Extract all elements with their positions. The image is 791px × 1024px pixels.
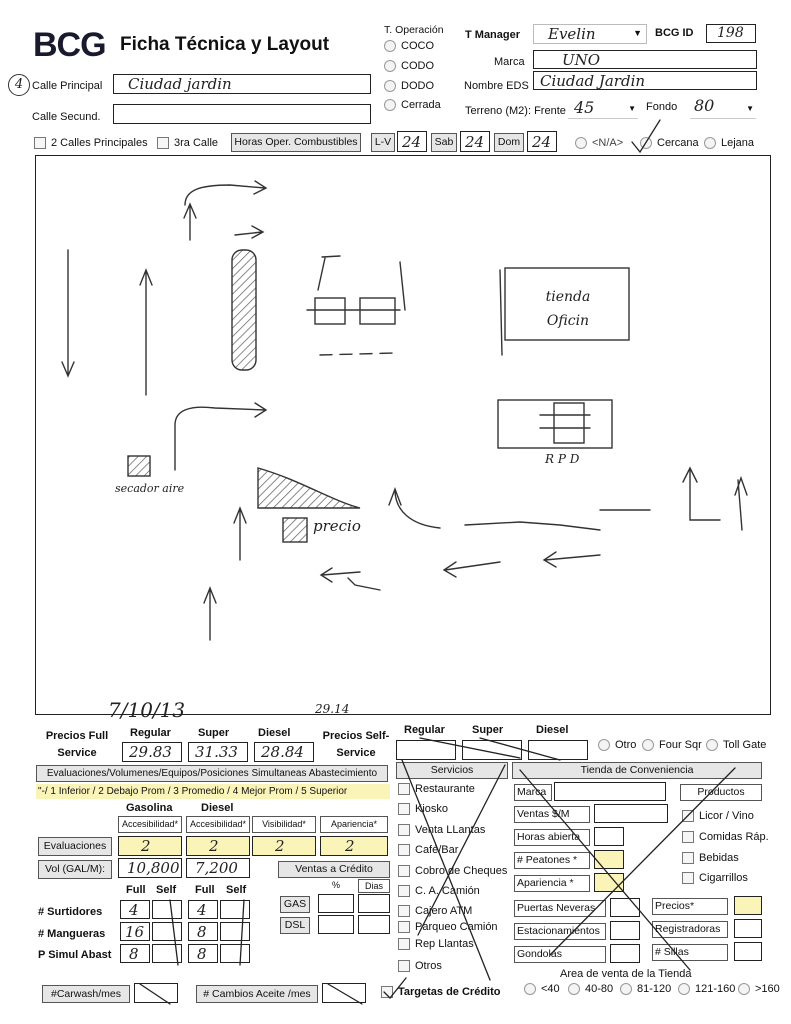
four-sqr-radio[interactable]: Four Sqr [642, 739, 702, 751]
manager-label: T Manager [465, 29, 521, 41]
surtidores-self-gas[interactable] [152, 900, 182, 919]
tarjetas-checkbox[interactable]: Targetas de Crédito [381, 986, 501, 998]
precio-label: precio [313, 517, 361, 535]
sab-label: Sab [431, 133, 457, 152]
na-radio[interactable]: <N/A> [575, 137, 623, 149]
gas-pct-field[interactable] [318, 894, 354, 913]
chevron-down-icon: ▼ [628, 104, 636, 113]
servicio-cafe-bar[interactable]: Café/Bar [398, 844, 458, 856]
apariencia-label: Apariencia * [514, 875, 590, 892]
full-price-super[interactable]: 31.33 [188, 742, 248, 762]
col-accesibilidad-2: Accesibilidad* [186, 816, 250, 833]
date-annotation: 7/10/13 [108, 698, 186, 722]
servicio-ca-camion[interactable]: C. A. Camión [398, 885, 480, 897]
registradoras-label: Registradoras [652, 921, 728, 938]
area-gt160[interactable]: >160 [738, 983, 780, 995]
servicio-cobro-cheques[interactable]: Cobro de Cheques [398, 865, 507, 877]
precios-tienda-field[interactable] [734, 896, 762, 915]
dom-label: Dom [494, 133, 524, 152]
simul-label: P Simul Abast [38, 949, 112, 961]
chevron-down-icon: ▼ [746, 104, 754, 113]
servicio-restaurante[interactable]: Restaurante [398, 783, 475, 795]
annotation-number: 4 [8, 74, 30, 96]
self-header-diesel: Diesel [536, 724, 569, 736]
calle-secund-field[interactable] [113, 104, 371, 124]
toll-gate-radio[interactable]: Toll Gate [706, 739, 766, 751]
number-annotation: 29.14 [315, 702, 350, 716]
self-label-gas: Self [156, 884, 177, 896]
col-visibilidad: Visibilidad* [252, 816, 316, 833]
area-121-160[interactable]: 121-160 [678, 983, 735, 995]
lv-label: L-V [371, 133, 395, 152]
tienda-marca-field[interactable] [554, 782, 666, 801]
servicio-venta-llantas[interactable]: Venta LLantas [398, 824, 485, 836]
servicio-kiosko[interactable]: Kiosko [398, 803, 448, 815]
full-label-dsl: Full [195, 884, 215, 896]
full-service-label: Precios Full Service [45, 730, 109, 759]
dsl-label: DSL [280, 917, 310, 934]
gondolas-field[interactable] [610, 944, 640, 963]
ventas-credito-label: Ventas a Crédito [278, 861, 390, 878]
surtidores-full-gas[interactable]: 4 [120, 900, 150, 919]
gasolina-label: Gasolina [126, 802, 173, 814]
evaluaciones-label: Evaluaciones [38, 837, 112, 856]
dsl-pct-field[interactable] [318, 915, 354, 934]
eval-scale: "-/ 1 Inferior / 2 Debajo Prom / 3 Promedio / 4 Mejor Prom / 5 Superior [36, 784, 390, 799]
estacionamientos-field[interactable] [610, 921, 640, 940]
layout-canvas[interactable] [35, 155, 771, 715]
full-price-diesel[interactable]: 28.84 [254, 742, 314, 762]
sillas-field[interactable] [734, 942, 762, 961]
check-licor[interactable]: Licor / Vino [682, 810, 754, 822]
simul-self-dsl[interactable] [220, 944, 250, 963]
bcg-id-label: BCG ID [655, 27, 694, 39]
sillas-label: # Sillas [652, 944, 728, 961]
self-header-super: Super [472, 724, 504, 736]
cercana-radio[interactable]: Cercana [640, 137, 699, 149]
horas-label: Horas abierta [514, 829, 590, 846]
servicio-rep-llantas[interactable]: Rep Llantas [398, 938, 474, 950]
dsl-dias-field[interactable] [358, 915, 390, 934]
secador-label: secador aire [115, 482, 185, 495]
lv-field[interactable]: 24 [397, 131, 427, 152]
self-service-label: Precios Self-Service [322, 730, 390, 759]
self-price-diesel[interactable] [528, 740, 588, 760]
pct-label: % [332, 880, 341, 890]
check-cigarrillos[interactable]: Cigarrillos [682, 872, 748, 884]
area-lt40[interactable]: <40 [524, 983, 560, 995]
area-venta-label: Area de venta de la Tienda [560, 968, 692, 980]
col-accesibilidad-1: Accesibilidad* [118, 816, 182, 833]
dom-field[interactable]: 24 [527, 131, 557, 152]
horas-oper-button[interactable]: Horas Oper. Combustibles [231, 133, 361, 152]
eval-value-3[interactable]: 2 [252, 836, 316, 856]
surtidores-label: # Surtidores [38, 906, 103, 918]
self-price-super[interactable] [462, 740, 522, 760]
full-header-super: Super [198, 727, 230, 739]
mangueras-self-gas[interactable] [152, 922, 182, 941]
fondo-label: Fondo [646, 101, 678, 113]
marca-label: Marca [494, 56, 525, 68]
check-bebidas[interactable]: Bebidas [682, 852, 739, 864]
ventas-field[interactable] [594, 804, 668, 823]
page-title: Ficha Técnica y Layout [120, 34, 330, 55]
calle-principal-field[interactable]: Ciudad jardin [113, 74, 371, 94]
chevron-down-icon: ▼ [633, 28, 642, 38]
area-81-120[interactable]: 81-120 [620, 983, 671, 995]
diesel-label: Diesel [201, 802, 234, 814]
carwash-field[interactable] [134, 983, 178, 1003]
surtidores-self-dsl[interactable] [220, 900, 250, 919]
fondo-field[interactable]: 80 ▼ [690, 96, 756, 119]
horas-field[interactable] [594, 827, 624, 846]
cambios-field[interactable] [322, 983, 366, 1003]
area-40-80[interactable]: 40-80 [568, 983, 613, 995]
puertas-field[interactable] [610, 898, 640, 917]
vol-diesel[interactable]: 7,200 [186, 858, 250, 878]
nombre-eds-field[interactable]: Ciudad Jardin [533, 71, 757, 90]
tercera-calle-checkbox[interactable]: 3ra Calle [157, 137, 218, 149]
otro-radio[interactable]: Otro [598, 739, 636, 751]
productos-button[interactable]: Productos [680, 784, 762, 801]
carwash-label: #Carwash/mes [42, 985, 130, 1003]
col-apariencia: Apariencia* [320, 816, 388, 833]
servicio-cajero-atm[interactable]: Cajero ATM [398, 905, 472, 917]
puertas-label: Puertas Neveras [514, 900, 606, 917]
rpd-label: R P D [545, 452, 580, 466]
manager-field[interactable]: Evelin ▼ [533, 24, 647, 44]
op-option-dodo[interactable]: DODO [384, 80, 434, 92]
sab-field[interactable]: 24 [460, 131, 490, 152]
simul-self-gas[interactable] [152, 944, 182, 963]
dias-label: Dias [358, 879, 390, 893]
servicios-header: Servicios [396, 762, 508, 779]
frente-field[interactable]: 45 ▼ [568, 98, 638, 119]
self-header-regular: Regular [404, 724, 445, 736]
peatones-label: # Peatones * [514, 852, 590, 869]
mangueras-full-gas[interactable]: 16 [120, 922, 150, 941]
precios-tienda-label: Precios* [652, 898, 728, 915]
tienda-marca-label: Marca [514, 784, 552, 801]
tienda-header: Tienda de Conveniencia [512, 762, 762, 779]
calle-secund-label: Calle Secund. [32, 111, 101, 123]
estacionamientos-label: Estacionamientos [514, 923, 606, 940]
simul-full-gas[interactable]: 8 [120, 944, 150, 963]
op-option-coco[interactable]: COCO [384, 40, 434, 52]
cambios-label: # Cambios Aceite /mes [196, 985, 318, 1003]
operation-title: T. Operación [384, 24, 444, 36]
peatones-field[interactable] [594, 850, 624, 869]
servicio-otros[interactable]: Otros [398, 960, 442, 972]
mangueras-label: # Mangueras [38, 928, 106, 940]
servicio-parqueo-camion[interactable]: Parqueo Camión [398, 921, 498, 933]
gas-label: GAS [280, 896, 310, 913]
mangueras-self-dsl[interactable] [220, 922, 250, 941]
nombre-eds-label: Nombre EDS [464, 80, 529, 92]
bcg-id-field[interactable]: 198 [706, 24, 756, 43]
op-option-codo[interactable]: CODO [384, 60, 434, 72]
eval-value-4[interactable]: 2 [320, 836, 388, 856]
terreno-label: Terreno (M2): Frente [465, 105, 566, 117]
full-header-diesel: Diesel [258, 727, 291, 739]
vol-label: Vol (GAL/M): [38, 860, 112, 879]
apariencia-field[interactable] [594, 873, 624, 892]
ventas-label: Ventas $/M [514, 806, 590, 823]
surtidores-full-dsl[interactable]: 4 [188, 900, 218, 919]
check-comidas[interactable]: Comidas Ráp. [682, 831, 769, 843]
self-label-dsl: Self [226, 884, 247, 896]
lejana-radio[interactable]: Lejana [704, 137, 754, 149]
gas-dias-field[interactable] [358, 894, 390, 913]
full-header-regular: Regular [130, 727, 171, 739]
registradoras-field[interactable] [734, 919, 762, 938]
vol-gasolina[interactable]: 10,800 [118, 858, 182, 878]
self-price-regular[interactable] [396, 740, 456, 760]
eval-value-2[interactable]: 2 [186, 836, 250, 856]
gondolas-label: Gondolas [514, 946, 606, 963]
simul-full-dsl[interactable]: 8 [188, 944, 218, 963]
full-price-regular[interactable]: 29.83 [122, 742, 182, 762]
evaluaciones-banner: Evaluaciones/Volumenes/Equipos/Posiciones Simultaneas Abastecimiento [36, 765, 388, 782]
dos-calles-checkbox[interactable]: 2 Calles Principales [34, 137, 148, 149]
bcg-logo: BCG [33, 26, 106, 64]
full-label-gas: Full [126, 884, 146, 896]
mangueras-full-dsl[interactable]: 8 [188, 922, 218, 941]
op-option-cerrada[interactable]: Cerrada [384, 99, 441, 111]
calle-principal-label: Calle Principal [32, 80, 103, 92]
marca-field[interactable]: UNO [533, 50, 757, 69]
tienda-label: tienda Oficin [545, 289, 591, 329]
eval-value-1[interactable]: 2 [118, 836, 182, 856]
